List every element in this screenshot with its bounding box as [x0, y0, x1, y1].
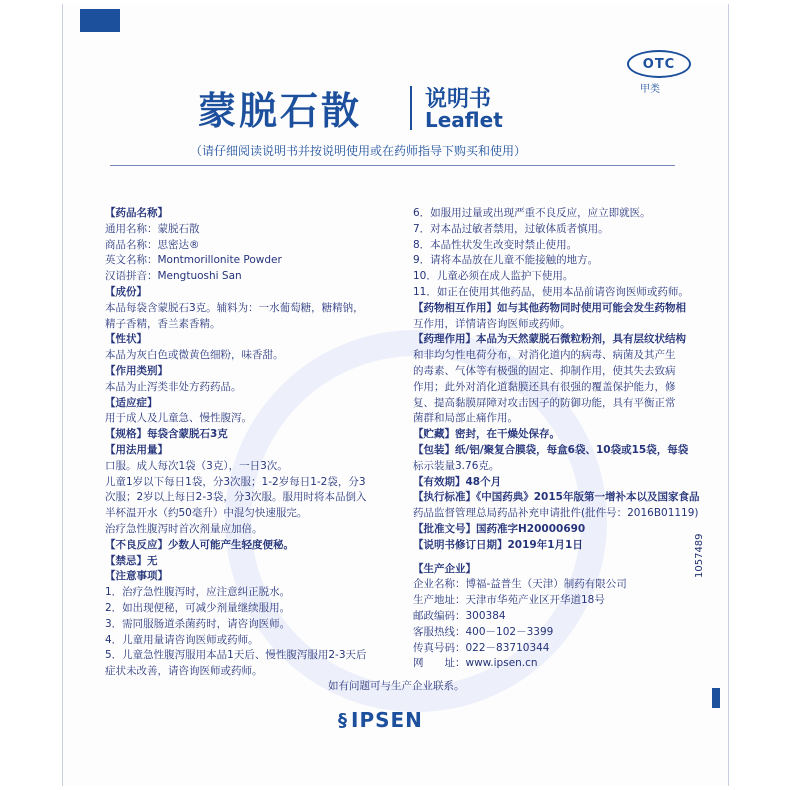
text-line: 【成份】	[105, 285, 147, 298]
text-line: 2．如出现便秘，可减少剂量继续服用。	[105, 601, 291, 614]
text-line: 儿童1岁以下每日1袋，分3次服；1-2岁每日1-2袋，分3	[105, 475, 366, 488]
otc-badge: OTC	[627, 50, 691, 78]
text-line: 5．儿童急性腹泻服用本品1天后、慢性腹泻服用2-3天后	[105, 649, 367, 662]
text-line	[413, 554, 688, 562]
text-line: 英文名称：Montmorillonite Powder	[105, 254, 282, 267]
text-line: 【贮藏】密封，在干燥处保存。	[413, 428, 560, 441]
ipsen-mark-icon: §	[338, 709, 347, 731]
brand-corner-bar	[80, 9, 120, 32]
leaflet-title-en: Leaflet	[425, 108, 503, 132]
text-line: 1．治疗急性腹泻时，应注意纠正脱水。	[105, 586, 291, 599]
text-line: 11．如正在使用其他药品，使用本品前请咨询医师或药师。	[413, 285, 689, 298]
text-line: 【批准文号】国药准字H20000690	[413, 522, 586, 535]
text-line: 8．本品性状发生改变时禁止使用。	[413, 238, 578, 251]
text-line: 半杯温开水（约50毫升）中混匀快速服完。	[105, 507, 308, 520]
text-line: 客服热线：400－102－3399	[413, 625, 554, 638]
product-title: 蒙脱石散	[198, 89, 363, 133]
text-line: 精子香精，香兰素香精。	[105, 317, 221, 330]
text-line: 治疗急性腹泻时首次剂量应加倍。	[105, 522, 263, 535]
text-line: 通用名称：蒙脱石散	[105, 222, 200, 235]
usage-notice: （请仔细阅读说明书并按说明使用或在药师指导下购买和使用）	[190, 144, 527, 158]
text-line: 用于成人及儿童急、慢性腹泻。	[105, 412, 252, 425]
text-line: 【说明书修订日期】2019年1月1日	[413, 538, 583, 551]
text-line: 9．请将本品放在儿童不能接触的地方。	[413, 254, 599, 267]
text-line: 作用；此外对消化道黏膜还具有很强的覆盖保护能力，修	[413, 380, 676, 393]
leaflet-left-column	[105, 206, 405, 680]
text-line: 10．儿童必须在成人监护下使用。	[413, 270, 574, 283]
leaflet-title-cn: 说明书	[425, 87, 492, 112]
text-line: 7．对本品过敏者禁用，过敏体质者慎用。	[413, 222, 609, 235]
text-line: 商品名称：思密达®	[105, 238, 200, 251]
text-line: 【执行标准】《中国药典》2015年版第一增补本以及国家食品	[413, 491, 700, 504]
text-line: 本品每袋含蒙脱石3克。辅料为：一水葡萄糖，糖精钠，	[105, 301, 364, 314]
contact-note: 如有问题可与生产企业联系。	[328, 680, 465, 692]
side-mark	[712, 688, 720, 708]
text-line: 【药理作用】本品为天然蒙脱石微粒粉剂，具有层纹状结构	[413, 333, 686, 346]
text-line: 【药品名称】	[105, 207, 168, 219]
text-line: 菌群和局部止痛作用。	[413, 412, 518, 425]
text-line: 【用法用量】	[105, 443, 168, 456]
header-rule	[110, 165, 675, 166]
text-line: 【不良反应】少数人可能产生轻度便秘。	[105, 538, 294, 551]
text-line: 本品为灰白色或微黄色细粉，味香甜。	[105, 349, 284, 362]
text-line: 6．如服用过量或出现严重不良反应，应立即就医。	[413, 207, 651, 219]
text-line: 【适应症】	[105, 396, 158, 409]
text-line: 【作用类别】	[105, 364, 168, 377]
text-line: 口服。成人每次1袋（3克），一日3次。	[105, 459, 288, 472]
text-line: 药品监督管理总局药品补充申请批件(批件号：2016B01119)	[413, 507, 699, 520]
text-line: 次服；2岁以上每日2-3袋，分3次服。服用时将本品倒入	[105, 491, 367, 504]
text-line: 【包装】纸/铝/聚复合膜袋，每盒6袋、10袋或15袋，每袋	[413, 443, 689, 456]
text-line: 【禁忌】无	[105, 554, 158, 567]
text-line: 企业名称：博福-益普生（天津）制药有限公司	[413, 578, 627, 591]
text-line: 4．儿童用量请咨询医师或药师。	[105, 633, 259, 646]
text-line: 【性状】	[105, 333, 147, 346]
text-line: 邮政编码：300384	[413, 609, 506, 622]
text-line: 【有效期】48个月	[413, 475, 502, 488]
text-line: 汉语拼音：Mengtuoshi San	[105, 270, 242, 283]
text-line: 的毒素、气体等有极强的固定、抑制作用，使其失去致病	[413, 364, 676, 377]
text-line: 传真号码：022－83710344	[413, 641, 550, 654]
text-line: 3．需同服肠道杀菌药时，请咨询医师。	[105, 617, 291, 630]
text-line: 【生产企业】	[413, 562, 476, 575]
text-line: 生产地址：天津市华苑产业区开华道18号	[413, 594, 605, 607]
otc-category-label: 甲类	[640, 84, 660, 95]
text-line: 和非均匀性电荷分布，对消化道内的病毒、病菌及其产生	[413, 349, 676, 362]
title-divider	[410, 86, 412, 130]
print-code: 1057489	[694, 533, 705, 578]
text-line: 互作用，详情请咨询医师或药师。	[413, 317, 571, 330]
text-line: 【规格】每袋含蒙脱石3克	[105, 428, 228, 441]
text-line: 复、提高黏膜屏障对攻击因子的防御功能，具有平衡正常	[413, 396, 676, 409]
text-line: 本品为止泻类非处方药药品。	[105, 380, 242, 393]
ipsen-logo	[338, 708, 423, 732]
text-line: 【药物相互作用】如与其他药物同时使用可能会发生药物相	[413, 301, 686, 314]
text-line: 网 址：www.ipsen.cn	[413, 657, 538, 670]
text-line: 【注意事项】	[105, 570, 168, 583]
ipsen-wordmark: IPSEN	[351, 708, 423, 732]
text-line: 标示装量3.76克。	[413, 459, 500, 472]
text-line: 症状未改善，请咨询医师或药师。	[105, 665, 263, 678]
